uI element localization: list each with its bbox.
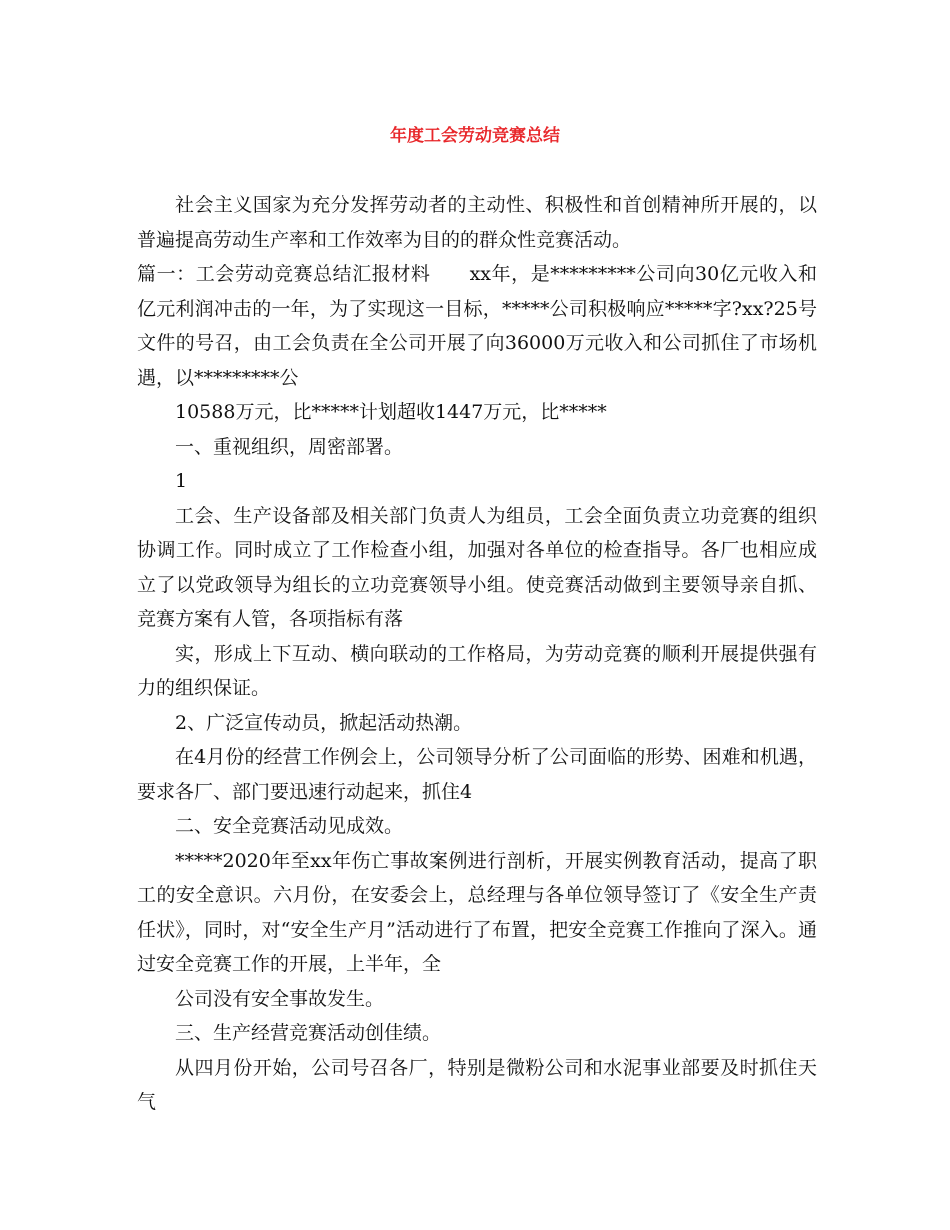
paragraph: 篇一：工会劳动竞赛总结汇报材料 xx年，是*********公司向30亿元收入和亿元利润冲击的一年，为了实现这一目标，*****公司积极响应*****字?xx?25号文件的号召，由工会负责在全公司开展了向36000万元收入和公司抓住了市场机遇，以*********公 — [137, 263, 817, 389]
paragraph: 工会、生产设备部及相关部门负责人为组员，工会全面负责立功竞赛的组织协调工作。同时成立了工作检查小组，加强对各单位的检查指导。各厂也相应成立了以党政领导为组长的立功竞赛领导小组。使竞赛活动做到主要领导亲自抓、竞赛方案有人管，各项指标有落 — [137, 504, 817, 630]
document-body — [137, 188, 817, 1120]
paragraph: 社会主义国家为充分发挥劳动者的主动性、积极性和首创精神所开展的，以普遍提高劳动生产率和工作效率为目的的群众性竞赛活动。 — [137, 194, 817, 251]
paragraph: *****2020年至xx年伤亡事故案例进行剖析，开展实例教育活动，提高了职工的安全意识。六月份，在安委会上，总经理与各单位领导签订了《安全生产责任状》，同时，对“安全生产月”活动进行了布置，把安全竞赛工作推向了深入。通过安全竞赛工作的开展，上半年，全 — [137, 849, 817, 975]
section-heading: 一、重视组织，周密部署。 — [175, 435, 404, 458]
paragraph: 10588万元，比*****计划超收1447万元，比***** — [175, 401, 607, 423]
paragraph: 在4月份的经营工作例会上，公司领导分析了公司面临的形势、困难和机遇，要求各厂、部门要迅速行动起来，抓住4 — [137, 746, 817, 803]
paragraph: 公司没有安全事故发生。 — [175, 987, 385, 1010]
section-heading: 2、广泛宣传动员，掀起活动热潮。 — [175, 711, 473, 734]
section-heading: 三、生产经营竞赛活动创佳绩。 — [175, 1022, 442, 1044]
document-title: 年度工会劳动竞赛总结 — [390, 126, 560, 146]
paragraph: 实，形成上下互动、横向联动的工作格局，为劳动竞赛的顺利开展提供强有力的组织保证。 — [137, 642, 817, 699]
paragraph: 从四月份开始，公司号召各厂，特别是微粉公司和水泥事业部要及时抓住天气 — [137, 1056, 817, 1113]
page-number-text: 1 — [175, 470, 188, 492]
section-heading: 二、安全竞赛活动见成效。 — [175, 815, 404, 837]
